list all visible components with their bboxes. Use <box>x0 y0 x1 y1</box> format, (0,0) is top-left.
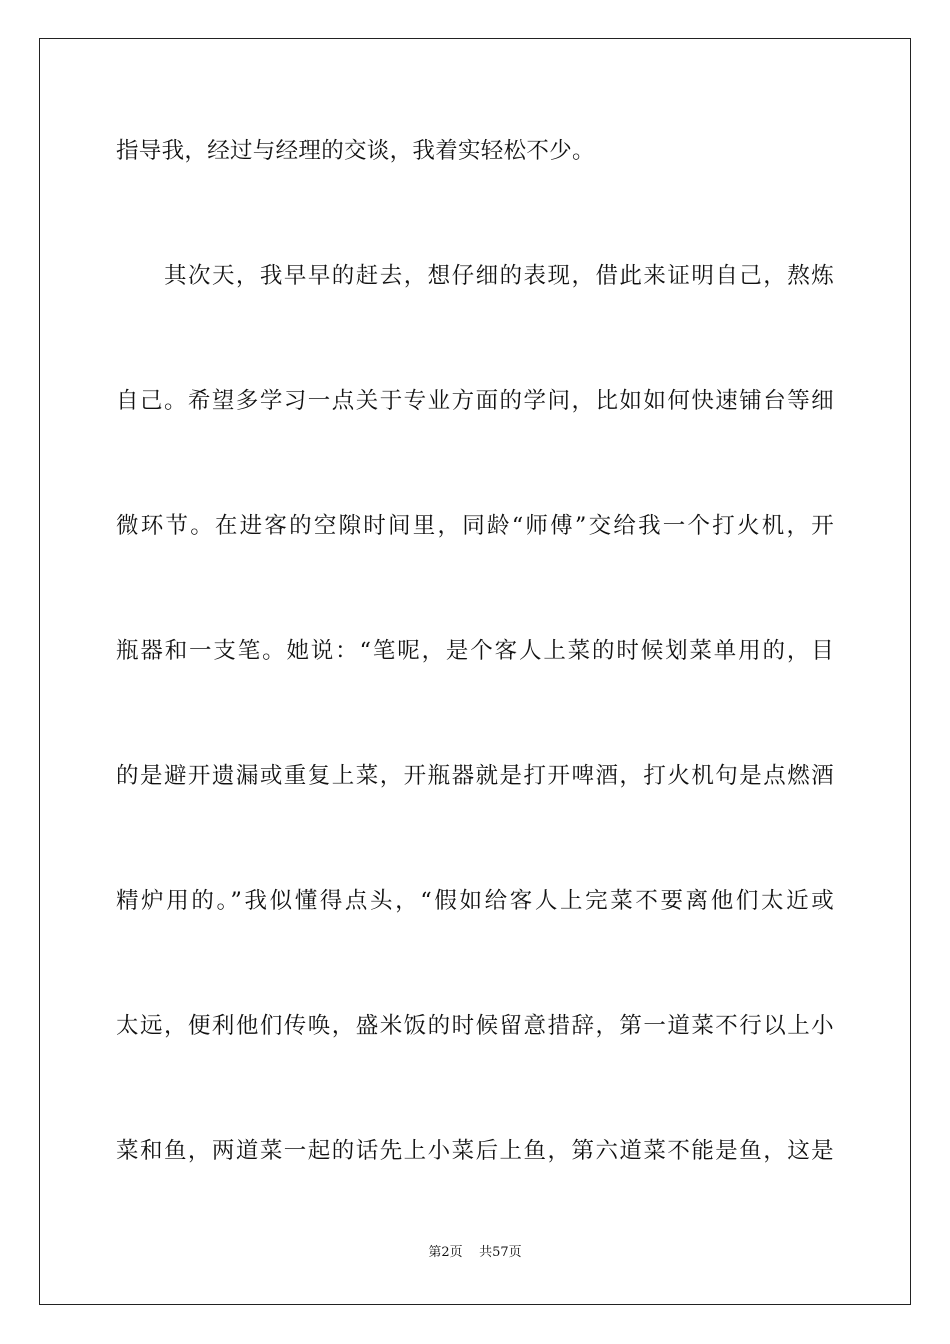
page-number-footer: 第2页 共57页 <box>428 1245 522 1260</box>
text-line: 的是避开遗漏或重复上菜，开瓶器就是打开啤酒，打火机句是点燃酒 <box>116 763 834 789</box>
text-line: 自己。希望多学习一点关于专业方面的学问，比如如何快速铺台等细 <box>116 388 834 414</box>
paragraph-first-line: 其次天，我早早的赶去，想仔细的表现，借此来证明自己，熬炼 <box>164 263 834 289</box>
page-border <box>39 38 911 1305</box>
text-line: 精炉用的。”我似懂得点头，“假如给客人上完菜不要离他们太近或 <box>116 888 834 914</box>
text-line: 太远，便利他们传唤，盛米饭的时候留意措辞，第一道菜不行以上小 <box>116 1013 834 1039</box>
text-line: 指导我，经过与经理的交谈，我着实轻松不少。 <box>116 138 595 164</box>
text-line: 微环节。在进客的空隙时间里，同龄“师傅”交给我一个打火机，开 <box>116 513 834 539</box>
text-line: 瓶器和一支笔。她说：“笔呢，是个客人上菜的时候划菜单用的，目 <box>116 638 834 664</box>
text-line: 菜和鱼，两道菜一起的话先上小菜后上鱼，第六道菜不能是鱼，这是 <box>116 1138 834 1164</box>
